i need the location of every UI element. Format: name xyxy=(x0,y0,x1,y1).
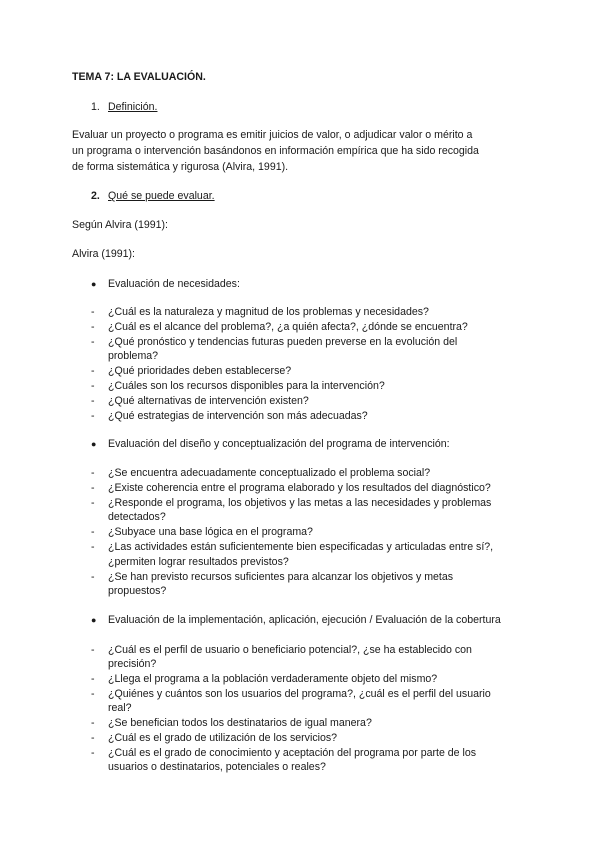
segun-line: Según Alvira (1991): xyxy=(72,219,168,231)
bullet-icon: ● xyxy=(91,279,97,289)
definition-line-3: de forma sistemática y rigurosa (Alvira, 1991). xyxy=(72,161,289,173)
block-2-item-continuation: propuestos? xyxy=(108,585,167,597)
dash-marker: - xyxy=(91,526,95,538)
dash-marker: - xyxy=(91,321,95,333)
dash-marker: - xyxy=(91,482,95,494)
alvira-line: Alvira (1991): xyxy=(72,248,135,260)
dash-marker: - xyxy=(91,336,95,348)
block-2-item: ¿Las actividades están suficientemente bien especificadas y articuladas entre sí?, xyxy=(108,541,494,553)
block-1-item: ¿Cuál es la naturaleza y magnitud de los problemas y necesidades? xyxy=(108,306,429,318)
block-3-item: ¿Cuál es el grado de conocimiento y aceptación del programa por parte de los xyxy=(108,747,477,759)
block-2-item: ¿Subyace una base lógica en el programa? xyxy=(108,526,313,538)
block-2-item: ¿Existe coherencia entre el programa elaborado y los resultados del diagnóstico? xyxy=(108,482,491,494)
block-3-item: ¿Se benefician todos los destinatarios de igual manera? xyxy=(108,717,372,729)
block-1-item: ¿Qué alternativas de intervención existen? xyxy=(108,395,309,407)
dash-marker: - xyxy=(91,717,95,729)
block-3-item-continuation: usuarios o destinatarios, potenciales o reales? xyxy=(108,761,326,773)
dash-marker: - xyxy=(91,688,95,700)
block-2-item-continuation: ¿permiten lograr resultados previstos? xyxy=(108,556,289,568)
dash-marker: - xyxy=(91,467,95,479)
definition-line-2: un programa o intervención basándonos en información empírica que ha sido recogida xyxy=(72,145,479,157)
block-1-item: ¿Cuáles son los recursos disponibles para la intervención? xyxy=(108,380,385,392)
block-1-item-continuation: problema? xyxy=(108,350,159,362)
dash-marker: - xyxy=(91,410,95,422)
block-3-heading: Evaluación de la implementación, aplicación, ejecución / Evaluación de la cobertura xyxy=(108,614,501,626)
section-2-number: 2. xyxy=(91,190,100,202)
block-1-item: ¿Cuál es el alcance del problema?, ¿a quién afecta?, ¿dónde se encuentra? xyxy=(108,321,468,333)
block-2-item: ¿Se encuentra adecuadamente conceptualizado el problema social? xyxy=(108,467,431,479)
block-1-heading: Evaluación de necesidades: xyxy=(108,278,240,290)
section-1-number: 1. xyxy=(91,101,100,113)
dash-marker: - xyxy=(91,644,95,656)
block-2-item: ¿Responde el programa, los objetivos y las metas a las necesidades y problemas xyxy=(108,497,492,509)
dash-marker: - xyxy=(91,380,95,392)
dash-marker: - xyxy=(91,571,95,583)
block-2-item-continuation: detectados? xyxy=(108,511,166,523)
page-title: TEMA 7: LA EVALUACIÓN. xyxy=(72,71,206,83)
section-1-heading: Definición. xyxy=(108,101,158,113)
block-1-item: ¿Qué pronóstico y tendencias futuras pueden preverse en la evolución del xyxy=(108,336,458,348)
dash-marker: - xyxy=(91,732,95,744)
block-3-item: ¿Cuál es el grado de utilización de los servicios? xyxy=(108,732,338,744)
dash-marker: - xyxy=(91,365,95,377)
dash-marker: - xyxy=(91,395,95,407)
block-1-item: ¿Qué prioridades deben establecerse? xyxy=(108,365,292,377)
block-3-item: ¿Cuál es el perfil de usuario o beneficiario potencial?, ¿se ha establecido con xyxy=(108,644,472,656)
definition-line-1: Evaluar un proyecto o programa es emitir juicios de valor, o adjudicar valor o mérito a xyxy=(72,129,473,141)
block-2-heading: Evaluación del diseño y conceptualización del programa de intervención: xyxy=(108,438,450,450)
dash-marker: - xyxy=(91,673,95,685)
block-3-item: ¿Llega el programa a la población verdaderamente objeto del mismo? xyxy=(108,673,438,685)
block-1-item: ¿Qué estrategias de intervención son más adecuadas? xyxy=(108,410,368,422)
block-3-item-continuation: real? xyxy=(108,702,132,714)
dash-marker: - xyxy=(91,747,95,759)
dash-marker: - xyxy=(91,497,95,509)
bullet-icon: ● xyxy=(91,615,97,625)
block-2-item: ¿Se han previsto recursos suficientes para alcanzar los objetivos y metas xyxy=(108,571,454,583)
bullet-icon: ● xyxy=(91,439,97,449)
dash-marker: - xyxy=(91,541,95,553)
block-3-item-continuation: precisión? xyxy=(108,658,157,670)
block-3-item: ¿Quiénes y cuántos son los usuarios del programa?, ¿cuál es el perfil del usuario xyxy=(108,688,491,700)
dash-marker: - xyxy=(91,306,95,318)
section-2-heading: Qué se puede evaluar. xyxy=(108,190,215,202)
